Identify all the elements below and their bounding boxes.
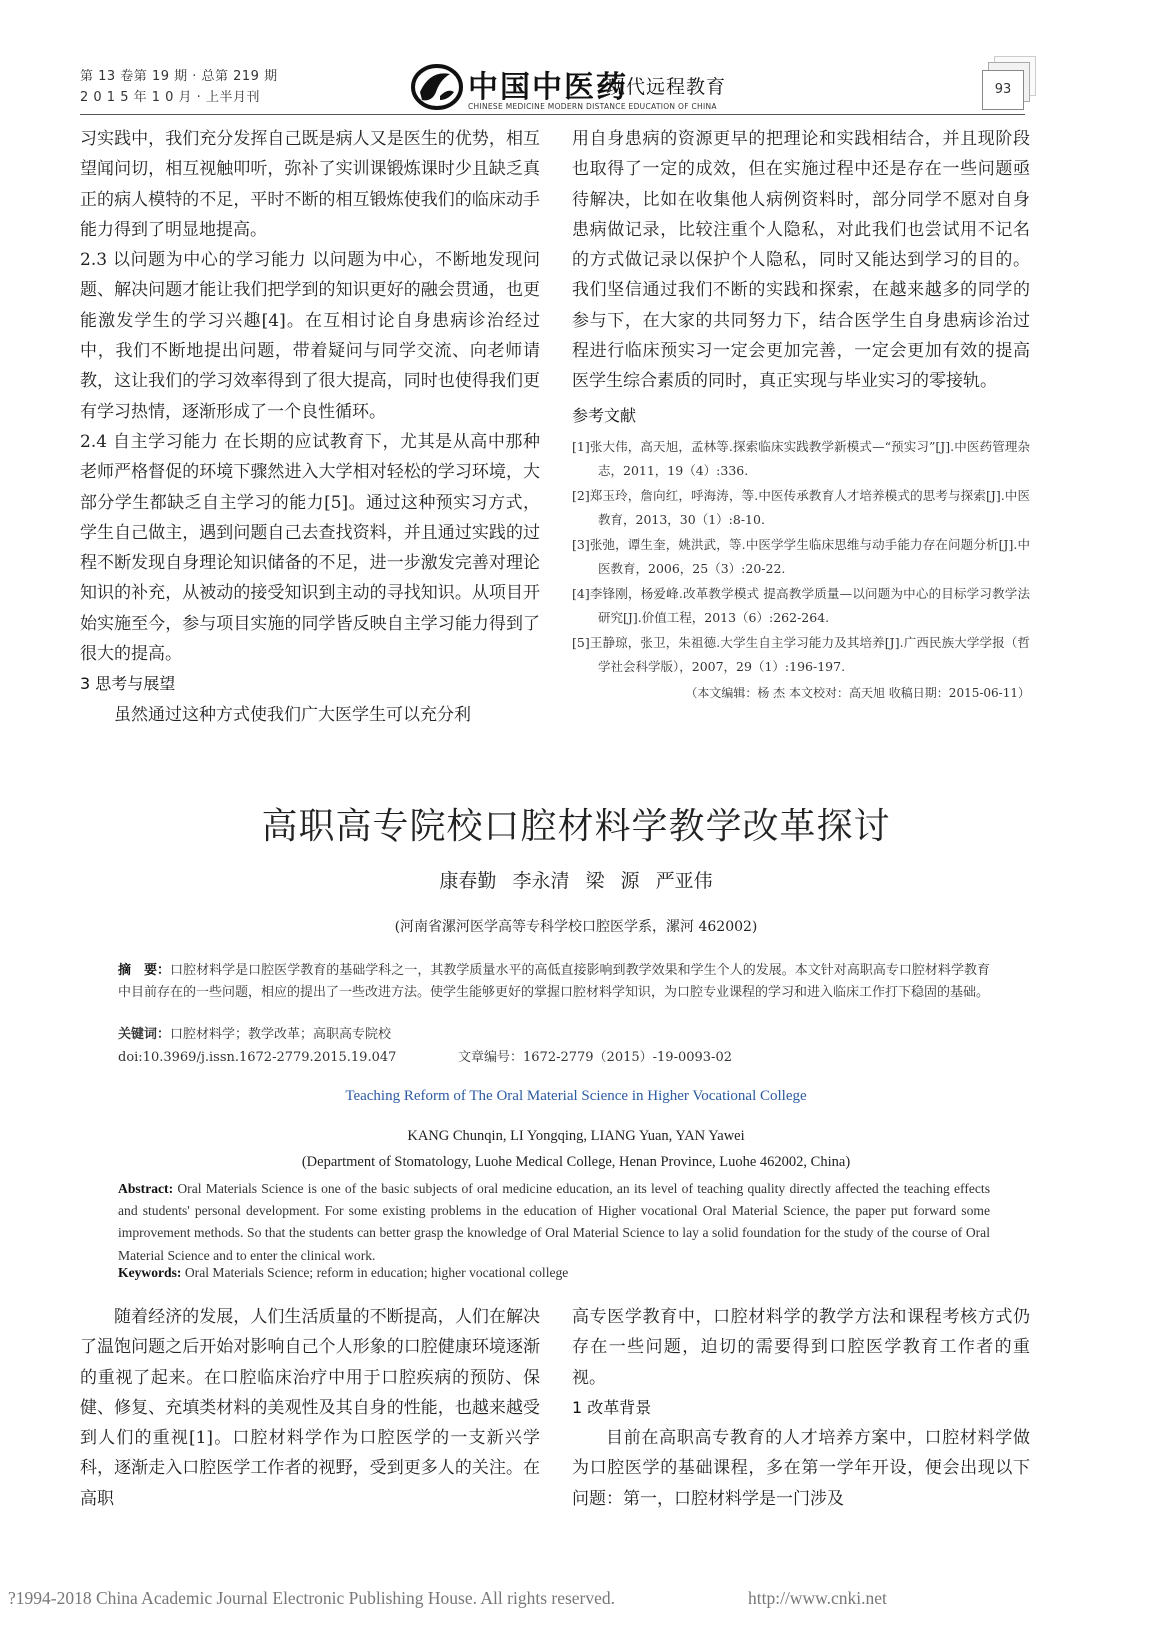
issue-line-2: 2 0 1 5 年 1 0 月 · 上半月刊 xyxy=(80,90,260,105)
abstract-label: 摘 要： xyxy=(118,963,171,978)
chinese-abstract xyxy=(118,960,990,1004)
editor-line: （本文编辑：杨 杰 本文校对：高天旭 收稿日期：2015-06-11） xyxy=(685,685,1030,700)
prev-article-column-1 xyxy=(80,124,540,730)
paragraph: 用自身患病的资源更早的把理论和实践相结合，并且现阶段也取得了一定的成效，但在实施过程中还是存在一些问题亟待解决，比如在收集他人病例资料时，部分同学不愿对自身患病做记录，比较注重个人隐私，对此我们也尝试用不记名的方式做记录以保护个人隐私，同时又能达到学习的目的。我们坚信通过我们不断的实践和探索，在越来越多的同学的参与下，在大家的共同努力下，结合医学生自身患病诊治过程进行临床预实习一定会更加完善，一定会更加有效的提高医学生综合素质的同时，真正实现与毕业实习的零接轨。 xyxy=(572,129,1030,392)
footer xyxy=(8,1588,1148,1609)
journal-emblem-icon xyxy=(410,62,464,112)
paragraph: 高专医学教育中，口腔材料学的教学方法和课程考核方式仍存在一些问题，迫切的需要得到口腔医学教育工作者的重视。 xyxy=(572,1307,1030,1388)
paragraph-text: 2.4 自主学习能力 在长期的应试教育下，尤其是从高中那种老师严格督促的环境下骤然进入大学相对轻松的学习环境，大部分学生都缺乏自主学习的能力[5]。通过这种预实习方式，学生自己做主，遇到问题自己去查找资料，并且通过实践的过程不断发现自身理论知识储备的不足，进一步激发完善对理论知识的补充，从被动的接受知识到主动的寻找知识。从项目开始实施至今，参与项目实施的同学皆反映自主学习能力得到了很大的提高。 xyxy=(80,431,540,665)
article-authors: 康春勤 李永清 梁 源 严亚伟 xyxy=(439,870,713,892)
paragraph xyxy=(80,245,540,427)
section-heading: 1 改革背景 xyxy=(572,1397,652,1417)
paragraph xyxy=(80,427,540,669)
english-keywords-text: Oral Materials Science; reform in education; higher vocational college xyxy=(184,1265,569,1280)
reference-item: [2]郑玉玲，詹向红，呼海涛，等.中医传承教育人才培养模式的思考与探索[J].中医教育，2013，30（1）:8-10. xyxy=(572,487,1030,528)
copyright-text: ?1994-2018 China Academic Journal Electronic Publishing House. All rights reserved. xyxy=(8,1588,616,1608)
keywords-text: 口腔材料学；教学改革；高职高专院校 xyxy=(170,1027,392,1042)
english-abstract-label: Abstract: xyxy=(118,1181,174,1196)
header-rule xyxy=(80,114,1025,115)
article-body-column-1 xyxy=(80,1302,540,1514)
paragraph: 习实践中，我们充分发挥自己既是病人又是医生的优势，相互望闻问切，相互视触叩听，弥补了实训课锻炼课时少且缺乏真正的病人模特的不足，平时不断的相互锻炼使我们的临床动手能力得到了明显地提高。 xyxy=(80,129,540,240)
doi: doi:10.3969/j.issn.1672-2779.2015.19.047 xyxy=(118,1050,397,1065)
reference-item: [1]张大伟，高天旭，孟林等.探索临床实践教学新模式—“预实习”[J].中医药管理杂志，2011，19（4）:336. xyxy=(572,438,1030,479)
abstract-text: 口腔材料学是口腔医学教育的基础学科之一，其教学质量水平的高低直接影响到教学效果和学生个人的发展。本文针对高职高专口腔材料学教育中目前存在的一些问题，相应的提出了一些改进方法。使学生能够更好的掌握口腔材料学知识，为口腔专业课程的学习和进入临床工作打下稳固的基础。 xyxy=(118,963,990,1000)
page-number: 93 xyxy=(982,70,1024,110)
article-title: 高职高专院校口腔材料学教学改革探讨 xyxy=(261,806,891,847)
article-body-column-2 xyxy=(572,1302,1030,1514)
doi-line xyxy=(118,1047,990,1069)
paragraph-text: 2.3 以问题为中心的学习能力 以问题为中心，不断地发现问题、解决问题才能让我们把学到的知识更好的融会贯通，也更能激发学生的学习兴趣[4]。在互相讨论自身患病诊治经过中，我们不断地提出问题，带着疑问与同学交流、向老师请教，这让我们的学习效率得到了很大提高，同时也使得我们更有学习热情，逐渐形成了一个良性循环。 xyxy=(80,250,540,422)
issue-line-1: 第 13 卷第 19 期 · 总第 219 期 xyxy=(80,69,278,84)
keywords-label: 关键词： xyxy=(118,1027,171,1042)
footer-url: http://www.cnki.net xyxy=(748,1588,887,1608)
english-abstract xyxy=(118,1178,990,1267)
section-heading: 3 思考与展望 xyxy=(80,674,176,694)
reference-item: [5]王静琼，张卫，朱祖德.大学生自主学习能力及其培养[J].广西民族大学学报（哲学社会科学版），2007，29（1）:196-197. xyxy=(572,634,1030,675)
article-affiliation: (河南省漯河医学高等专科学校口腔医学系，漯河 462002) xyxy=(394,919,758,935)
journal-logo xyxy=(410,60,740,118)
paragraph: 随着经济的发展，人们生活质量的不断提高，人们在解决了温饱问题之后开始对影响自己个人形象的口腔健康环境逐渐的重视了起来。在口腔临床治疗中用于口腔疾病的预防、保健、修复、充填类材料的美观性及其自身的性能，也越来越受到人们的重视[1]。口腔材料学作为口腔医学的一支新兴学科，逐渐走入口腔医学工作者的视野，受到更多人的关注。在高职 xyxy=(80,1307,540,1509)
chinese-keywords xyxy=(118,1024,990,1046)
english-keywords-label: Keywords: xyxy=(118,1265,182,1280)
references-title: 参考文献 xyxy=(572,405,637,425)
paragraph: 虽然通过这种方式使我们广大医学生可以充分利 xyxy=(114,704,471,725)
english-title: Teaching Reform of The Oral Material Science in Higher Vocational College xyxy=(345,1088,807,1104)
logo-english-text: CHINESE MEDICINE MODERN DISTANCE EDUCATION OF CHINA xyxy=(468,102,717,111)
reference-item: [4]李锋刚，杨爱峰.改革教学模式 提高教学质量—以问题为中心的目标学习教学法研究[J].价值工程，2013（6）:262-264. xyxy=(572,585,1030,626)
issue-info xyxy=(80,66,278,108)
english-authors: KANG Chunqin, LI Yongqing, LIANG Yuan, YAN Yawei xyxy=(407,1128,745,1144)
english-affiliation: (Department of Stomatology, Luohe Medical College, Henan Province, Luohe 462002, China) xyxy=(301,1154,851,1170)
logo-chinese-text: 中国中医药 xyxy=(468,70,628,105)
prev-article-column-2 xyxy=(572,124,1030,704)
english-abstract-text: Oral Materials Science is one of the basic subjects of oral medicine education, an its level of teaching quality directly affected the teaching effects and students' personal development. For some existing problems in the education of Higher vocational Oral Material Science, the paper put forward some improvement methods. So that the students can better grasp the knowledge of Oral Material Science to lay a solid foundation for the study of the course of Oral Material Science and to enter the clinical work. xyxy=(118,1181,990,1263)
paragraph: 目前在高职高专教育的人才培养方案中，口腔材料学做为口腔医学的基础课程，多在第一学年开设，便会出现以下问题：第一，口腔材料学是一门涉及 xyxy=(572,1428,1030,1509)
english-keywords xyxy=(118,1262,990,1284)
article-number: 文章编号：1672-2779（2015）-19-0093-02 xyxy=(458,1050,732,1065)
reference-item: [3]张弛，谭生奎，姚洪武，等.中医学学生临床思维与动手能力存在问题分析[J].中医教育，2006，25（3）:20-22. xyxy=(572,536,1030,577)
logo-subtitle-text: 现代远程教育 xyxy=(606,76,727,98)
